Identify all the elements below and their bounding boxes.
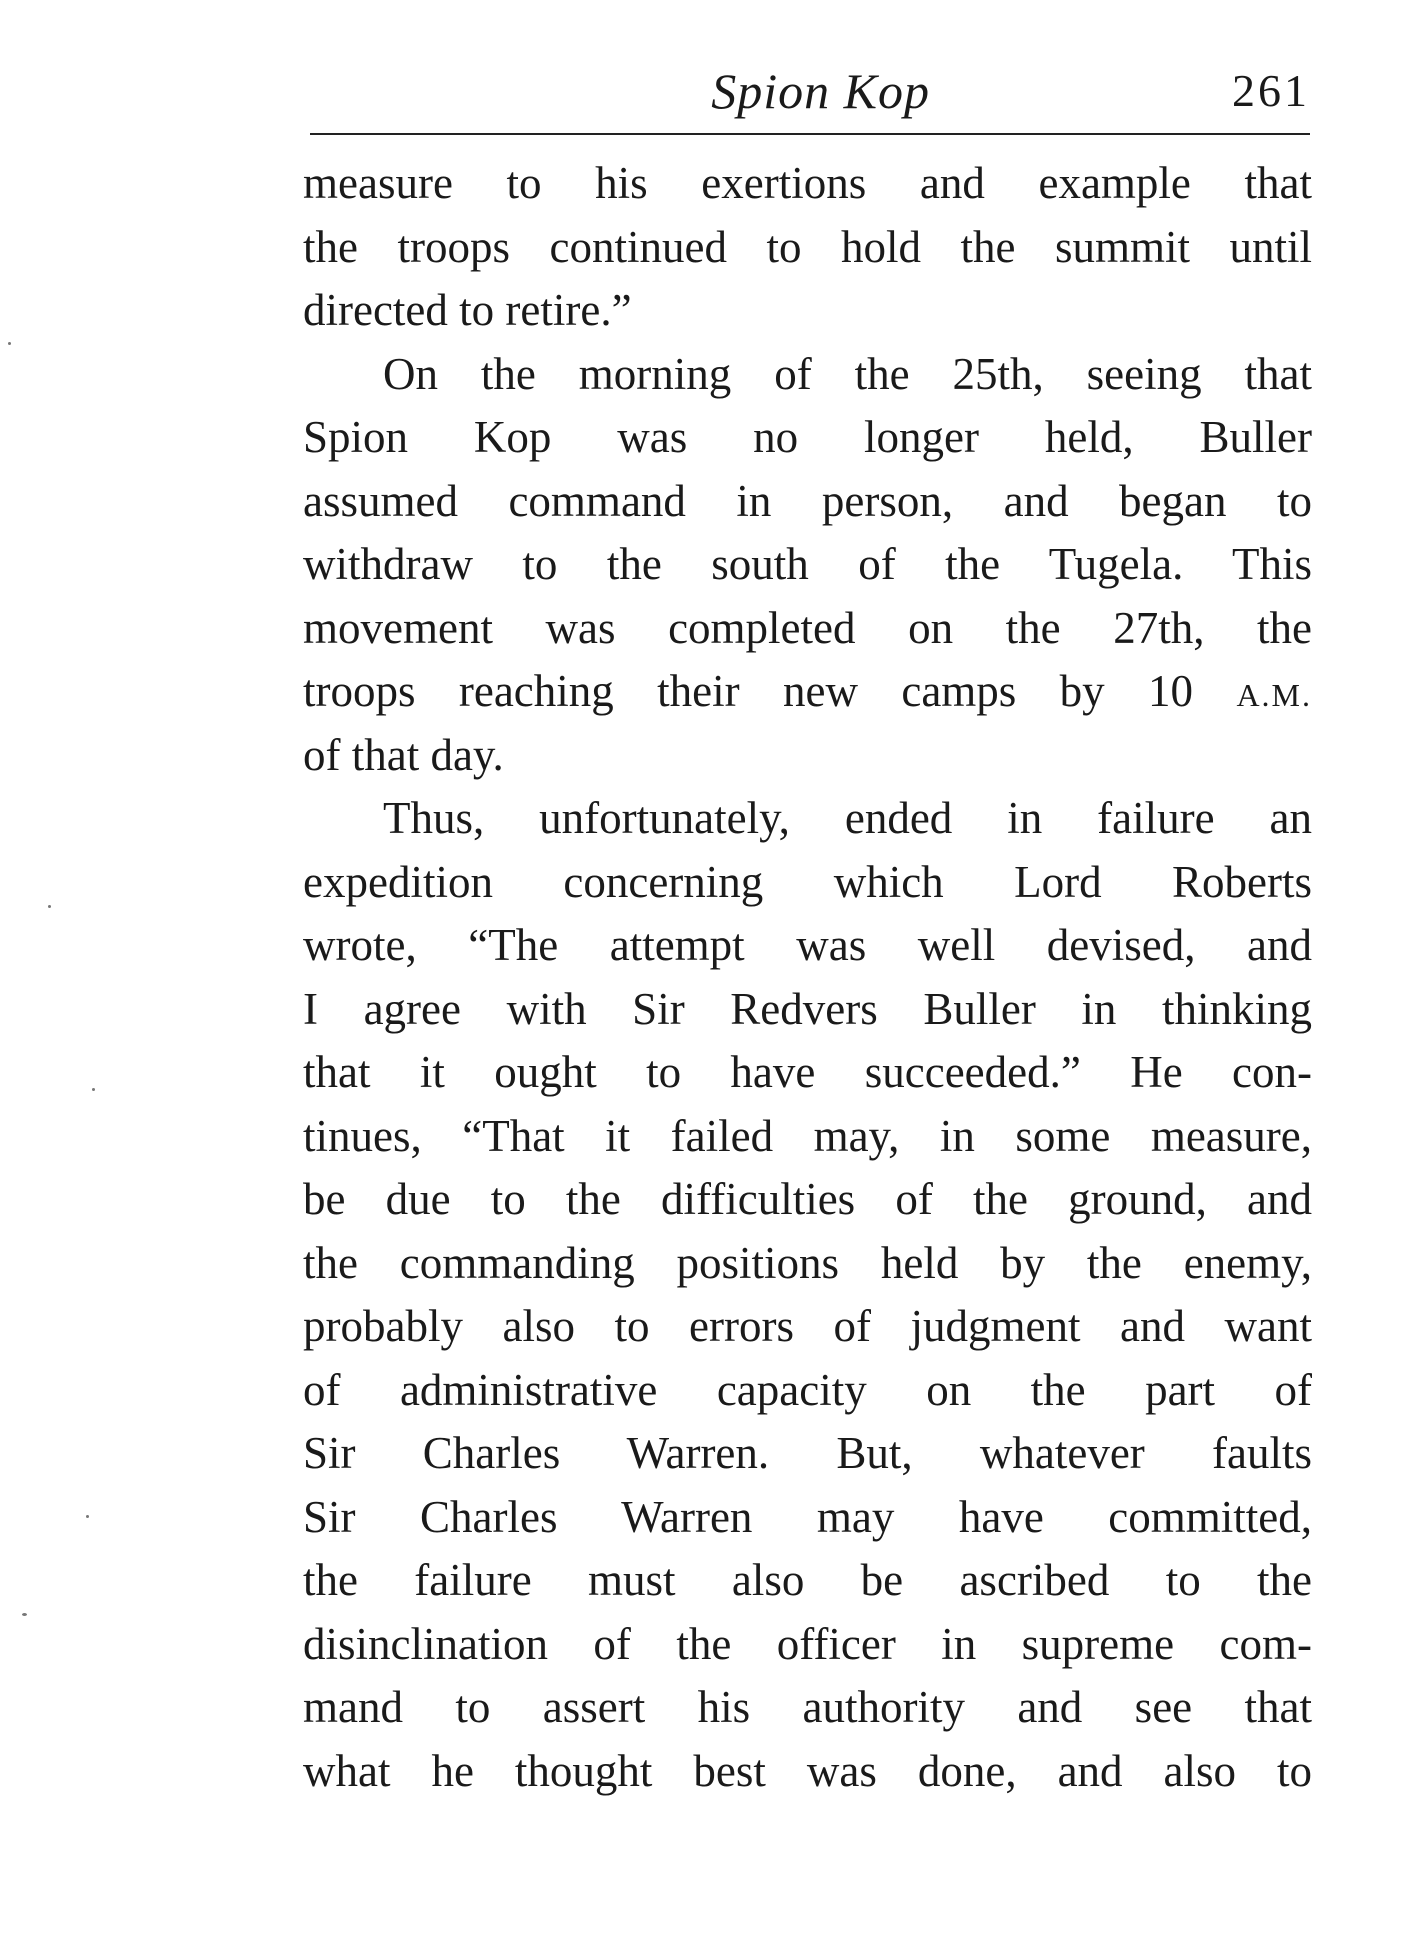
text-line: that it ought to have succeeded.” He con- [303,1047,1312,1097]
text-line: measure to his exertions and example that [303,158,1312,208]
text-line: of that day. [303,729,504,780]
scan-speck [86,1515,89,1518]
scan-speck [22,1613,27,1616]
scan-speck [48,905,51,908]
text-line: the failure must also be ascribed to the [303,1555,1312,1605]
text-line: the commanding positions held by the enemy, [303,1237,1312,1288]
text-line: the troops continued to hold the summit until [303,221,1312,272]
body-text [303,152,1312,1803]
running-head [310,56,1310,126]
text-line: Sir Charles Warren. But, whatever faults [303,1428,1312,1478]
header-rule [310,133,1310,135]
page-number: 261 [1232,65,1310,116]
text-line: Spion Kop was no longer held, Buller [303,412,1312,462]
text-line: disinclination of the officer in supreme com- [303,1618,1312,1669]
text-line: expedition concerning which Lord Roberts [303,856,1312,907]
text-line: movement was completed on the 27th, the [303,602,1312,653]
text-line: On the morning of the 25th, seeing that [383,348,1312,399]
time-small-caps: A.M. [1236,677,1312,713]
text-line: probably also to errors of judgment and want [303,1301,1312,1351]
text-line: withdraw to the south of the Tugela. This [303,539,1312,589]
text-line: mand to assert his authority and see that [303,1682,1312,1732]
text-line: assumed command in person, and began to [303,475,1312,526]
text-line-main: troops reaching their new camps by 10 [303,666,1194,716]
scan-speck [92,1088,95,1091]
text-line: I agree with Sir Redvers Buller in thinking [303,983,1312,1034]
text-line: tinues, “That it failed may, in some measure, [303,1110,1312,1161]
text-line: wrote, “The attempt was well devised, and [303,920,1312,970]
text-line: be due to the difficulties of the ground, and [303,1174,1312,1224]
text-line: Thus, unfortunately, ended in failure an [383,793,1312,843]
text-line: Sir Charles Warren may have committed, [303,1491,1312,1542]
running-head-title: Spion Kop [711,63,930,119]
text-line: directed to retire.” [303,285,632,335]
scan-speck [8,342,11,345]
text-line: what he thought best was done, and also to [303,1745,1312,1796]
text-line-with-time [303,660,1312,724]
text-line: of administrative capacity on the part of [303,1364,1312,1415]
